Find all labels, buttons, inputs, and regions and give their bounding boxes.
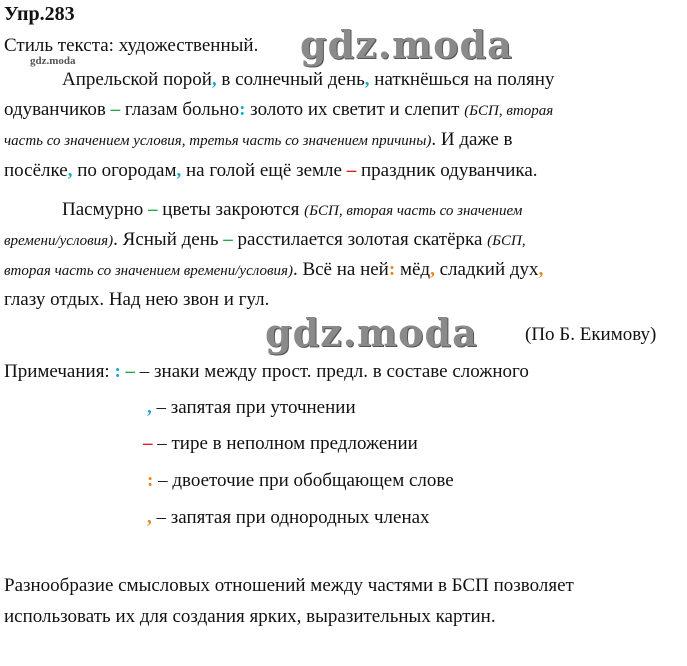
text: в солнечный день [216,69,365,90]
text-style-line: Стиль текста: художественный. [4,35,259,56]
text: расстилается золотая скатёрка [232,229,488,250]
notes-row-4 [147,469,454,493]
text: глазам больно [120,99,240,120]
p2-line4 [4,288,269,312]
note-italic: часть со значением условия, третья часть со значением причины) [4,133,432,149]
conclusion-line1: Разнообразие смысловых отношений между частями в БСП позволяет [4,575,574,596]
text: наткнёшься на поляну [369,69,555,90]
p1-line3 [4,128,513,153]
text: одуванчиков [4,99,111,120]
comma-clarify: , [211,69,217,90]
notes-label: Примечания: [4,361,110,382]
dash-incomplete: – [143,433,153,454]
comma-clarify: , [67,160,73,181]
note-italic: вторая часть со значением времени/условия) [4,263,293,279]
text: Пасмурно [62,199,149,220]
dash-sign: – [125,361,136,382]
colon-sign: : [239,99,246,120]
text: праздник одуванчика. [356,160,538,181]
note-italic: времени/условия) [4,233,114,249]
note-italic: (БСП, вторая [464,103,554,119]
text: . И даже в [431,129,513,150]
p1-line2 [4,98,553,123]
comma-homogeneous: , [538,259,544,280]
p2-line2 [4,228,526,253]
text: посёлке [4,160,68,181]
notes-row-5 [147,506,430,530]
comma-clarify: , [176,160,182,181]
watermark-small: gdz.moda [30,55,76,67]
notes-row-1 [4,360,529,384]
notes-row-3 [143,432,418,456]
text: цветы закроются [157,199,305,220]
watermark-top: gdz.moda [300,22,513,67]
text: золото их светит и слепит [245,99,465,120]
text: . Всё на ней [292,259,389,280]
comma-clarify: , [364,69,370,90]
colon-generalizing: : [388,259,396,280]
note-text: – запятая при однородных членах [156,507,430,528]
text: . Ясный день [113,229,224,250]
source-attribution: (По Б. Екимову) [525,324,657,345]
note-text: – знаки между прост. предл. в составе сложного [139,361,529,382]
text: глазу отдых. Над нею звон и гул. [4,289,270,310]
notes-row-2 [147,396,356,420]
text: сладкий дух [434,259,539,280]
dash-incomplete: – [346,160,357,181]
text: мёд [395,259,431,280]
text: на голой ещё земле [181,160,347,181]
colon-generalizing: : [147,470,154,491]
dash-sign: – [223,229,233,250]
comma-homogeneous: , [430,259,435,280]
note-text: – запятая при уточнении [156,397,356,418]
note-italic: (БСП, [487,233,526,249]
exercise-title: Упр.283 [4,3,75,25]
note-italic: (БСП, вторая часть со значением [304,203,523,219]
text: Апрельской порой [62,69,212,90]
p2-line3 [4,258,543,283]
dash-sign: – [148,199,158,220]
colon-sign: : [114,361,121,382]
watermark-middle: gdz.moda [265,310,478,355]
note-text: – двоеточие при обобщающем слове [158,470,454,491]
comma-clarify: , [147,397,152,418]
p2-line1 [62,198,522,223]
conclusion-line2: использовать их для создания ярких, выразительных картин. [4,606,496,627]
text: по огородам [72,160,177,181]
note-text: – тире в неполном предложении [157,433,418,454]
dash-sign: – [110,99,121,120]
p1-line4 [4,159,538,183]
p1-line1 [62,68,554,92]
comma-homogeneous: , [147,507,152,528]
